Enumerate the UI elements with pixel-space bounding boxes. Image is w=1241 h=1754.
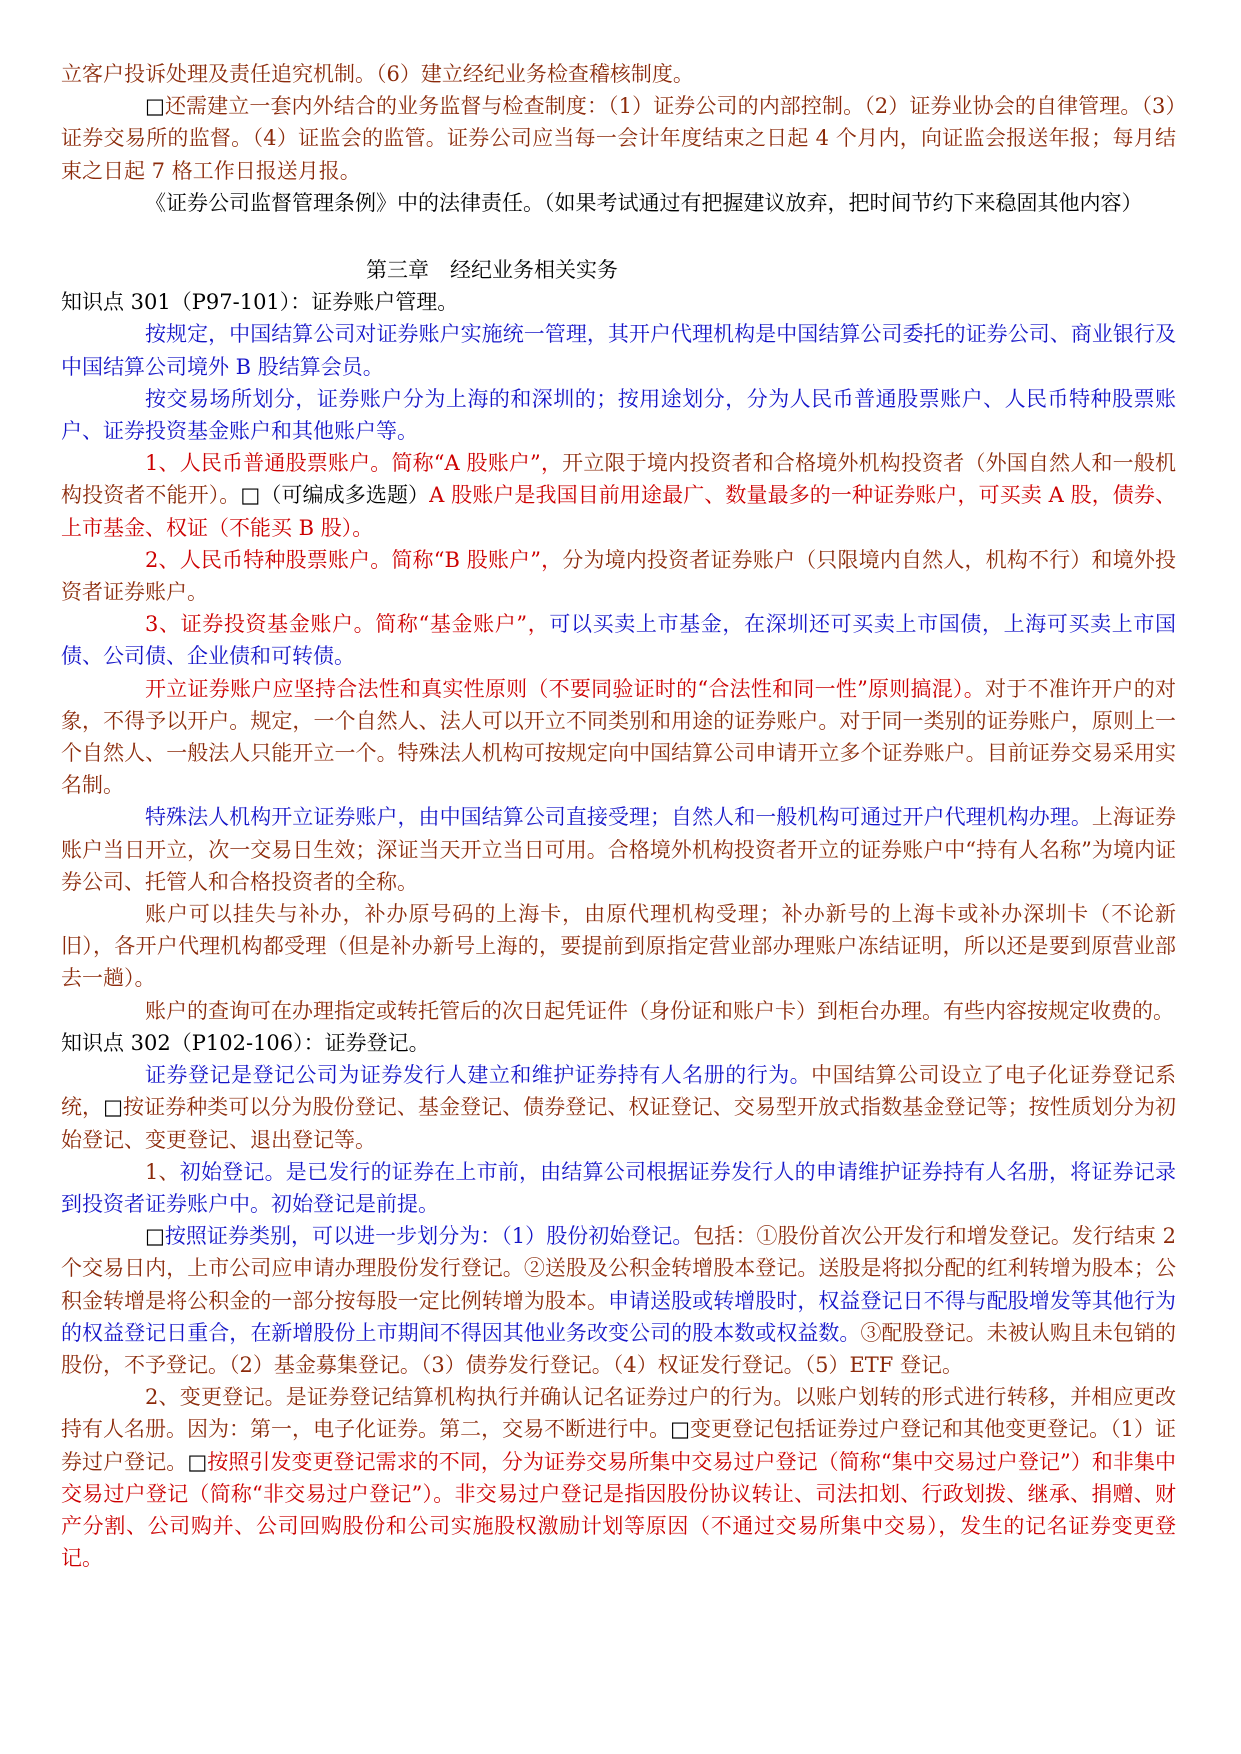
text-run: 账户可以挂失与补办，补办原号码的上海卡，由原代理机构受理；补办新号的上海卡或补办深圳卡（不论新旧），各开户代理机构都受理（但是补办新号上海的，要提前到原指定营业部办理账户冻结证明，所以还是要到原营业部去一趟）。 [61,902,1176,991]
text-run: 开立限于境内投资者和合格境外机构投资者（外国自然人和一般机构投资者不能开）。 [61,451,1177,508]
text-run: 申请送股或转增股时，权益登记日不得与配股增发等其他行为的权益登记日重合，在新增股份上市期间不得因其他业务改变公司的股本数或权益数。 [61,1288,1176,1345]
kp301-para-9 [61,995,1176,1027]
text-run: 1、人民币普通股票账户。简称“A 股账户”， [145,451,563,476]
text-run: 按交易场所划分，证券账户分为上海的和深圳的；按用途划分，分为人民币普通股票账户、人民币特种股票账户、证券投资基金账户和其他账户等。 [61,386,1176,444]
text-run: 变更登记包括证券过户登记和其他变更登记。（1）证券过户登记。 [61,1417,1177,1474]
text-run: 上海证券账户当日开立，次一交易日生效；深证当天开立当日可用。合格境外机构投资者开立的证券账户中“持有人名称”为境内证券公司、托管人和合格投资者的全称。 [61,805,1177,894]
text-run: 立客户投诉处理及责任追究机制。（6）建立经纪业务检查稽核制度。 [61,62,694,86]
kp301-para-8 [61,898,1176,995]
kp301-para-7 [61,801,1176,898]
text-run: 包括：①股份首次公开发行和增发登记。发行结束 2 个交易日内，上市公司应申请办理股份发行登记。②送股及公积金转增股本登记。送股是将拟分配的红利转增为股本；公积金转增是将公积金的一部分按每股一定比例转增为股本。 [61,1224,1176,1313]
text-run: 分为境内投资者证券账户（只限境内自然人，机构不行）和境外投资者证券账户。 [61,547,1176,605]
text-run: 初始登记。是已发行的证券在上市前，由结算公司根据证券发行人的申请维护证券持有人名册，将证券记录到投资者证券账户中。初始登记是前提。 [61,1159,1176,1216]
text-run: 按照证券类别，可以进一步划分为：（1）股份初始登记。 [164,1224,694,1249]
text-run: □ [103,1095,124,1120]
text-run: 账户的查询可在办理指定或转托管后的次日起凭证件（身份证和账户卡）到柜台办理。有些内容按规定收费的。 [145,998,1174,1023]
text-run: 2、变更登记。是证券登记结算机构执行并确认记名证券过户的行为。以账户划转的形式进行转移，并相应更改持有人名册。因为：第一，电子化证券。第二，交易不断进行中。 [61,1385,1176,1442]
kp301-title: 知识点 301（P97-101）：证券账户管理。 [61,290,459,315]
kp302-para-3 [61,1220,1176,1381]
text-run: 特殊法人机构开立证券账户，由中国结算公司直接受理；自然人和一般机构可通过开户代理机构办理。 [145,805,1092,830]
kp302-para-2 [61,1156,1176,1220]
text-run: □ [145,1224,165,1249]
para-intro-1 [61,58,1176,90]
text-run: 3、证券投资基金账户。简称“基金账户”， [145,612,550,637]
kp301-para-3 [61,447,1176,544]
text-run: 按规定，中国结算公司对证券账户实施统一管理，其开户代理机构是中国结算公司委托的证券公司、商业银行及中国结算公司境外 B 股结算会员。 [61,322,1176,379]
kp301-para-2 [61,383,1176,447]
text-run: □（可编成多选题） [240,483,430,508]
para-intro-2 [61,90,1176,187]
kp302-title: 知识点 302（P102-106）：证券登记。 [61,1030,430,1055]
text-run: 可以买卖上市基金，在深圳还可买卖上市国债，上海可买卖上市国债、公司债、企业债和可转债。 [61,612,1176,669]
chapter-title: 第三章 经纪业务相关实务 [366,258,618,283]
text-run: ③配股登记。未被认购且未包销的股份，不予登记。（2）基金募集登记。（3）债券发行登记。（4）权证发行登记。（5）ETF 登记。 [61,1320,1177,1377]
kp301-para-6 [61,673,1176,802]
text-run: 按证券种类可以分为股份登记、基金登记、债券登记、权证登记、交易型开放式指数基金登记等；按性质划分为初始登记、变更登记、退出登记等。 [61,1095,1177,1152]
text-run: □ [187,1449,208,1474]
kp302-para-1 [61,1059,1176,1156]
kp301-para-5 [61,608,1176,672]
text-run: 证券登记是登记公司为证券发行人建立和维护证券持有人名册的行为。 [145,1063,812,1088]
kp301-para-4 [61,544,1176,608]
text-run: 还需建立一套内外结合的业务监督与检查制度：（1）证券公司的内部控制。（2）证券业协会的自律管理。（3）证券交易所的监督。（4）证监会的监管。证券公司应当每一会计年度结束之日起 4 个月内，向证监会报送年报；每月结束之日起 7 格工作日报送月报。 [61,94,1177,183]
kp301-para-1 [61,318,1176,382]
para-intro-3 [61,187,1176,219]
text-run: 2、人民币特种股票账户。简称“B 股账户”， [145,547,563,572]
kp302-section [61,1059,1176,1574]
text-run: A 股账户是我国目前用途最广、数量最多的一种证券账户，可买卖 A 股，债券、上市基金、权证（不能买 B 股）。 [61,483,1177,540]
text-run: 中国结算公司设立了电子化证券登记系统， [61,1063,1177,1120]
text-run: □ [145,94,165,119]
kp302-para-4 [61,1381,1176,1574]
intro-section [61,58,1176,219]
text-run: 《证券公司监督管理条例》中的法律责任。（如果考试通过有把握建议放弃，把时间节约下来稳固其他内容） [145,190,1143,215]
text-run: 1、 [145,1159,180,1184]
text-run: 按照引发变更登记需求的不同，分为证券交易所集中交易过户登记（简称“集中交易过户登记”）和非集中交易过户登记（简称“非交易过户登记”）。非交易过户登记是指因股份协议转让、司法扣划、行政划拨、继承、捐赠、财产分割、公司购并、公司回购股份和公司实施股权激励计划等原因（不通过交易所集中交易），发生的记名证券变更登记。 [61,1449,1177,1571]
kp301-section [61,318,1176,1026]
text-run: 开立证券账户应坚持合法性和真实性原则（不要同验证时的“合法性和同一性”原则搞混）。 [145,676,986,701]
text-run: 对于不准许开户的对象，不得予以开户。规定，一个自然人、法人可以开立不同类别和用途的证券账户。对于同一类别的证券账户，原则上一个自然人、一般法人只能开立一个。特殊法人机构可按规定向中国结算公司申请开立多个证券账户。目前证券交易采用实名制。 [61,676,1177,798]
text-run: □ [670,1417,691,1442]
